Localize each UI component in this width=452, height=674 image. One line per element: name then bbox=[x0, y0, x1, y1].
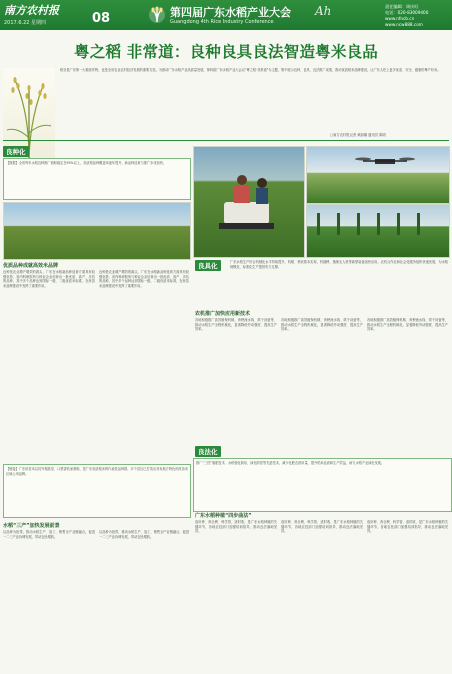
byline: □南方农村报记者 黄丽娜 通讯员 陈明 bbox=[330, 133, 386, 137]
issue-date: 2017.6.22 星期四 bbox=[4, 20, 47, 26]
liangfa-col-2: 选好种、育壮秧、科学管、适时收，是广东水稻种植的关键环节，各地农技部门加强培训指导，推动良法落地见效。 bbox=[281, 520, 363, 534]
divider bbox=[3, 140, 449, 141]
editor-line: 责任编辑：周庆旺 bbox=[385, 4, 419, 9]
liangfa-col-1: 选好种、育壮秧、科学管、适时收，是广东水稻种植的关键环节，各地农技部门加强培训指导，推动良法落地见效。 bbox=[195, 520, 277, 534]
body-column-1: 良种是农业增产增效的源头，广东在水稻新品种选育方面具有较强优势，省内科研院所与种业企业培育出一批优质、高产、多抗的品种，其中多个品种达到国标一级、二级优质米标准，在丝苗米品牌建设中发挥了重要作用。 bbox=[3, 270, 95, 288]
subhead-four-steps: 广东水稻种植“四步曲法” bbox=[195, 513, 252, 519]
rice-field-photo bbox=[306, 146, 450, 204]
body-column-2: 良种是农业增产增效的源头，广东在水稻新品种选育方面具有较强优势，省内科研院所与种业企业培育出一批优质、高产、多抗的品种，其中多个品种达到国标一级、二级优质米标准，在丝苗米品牌建设中发挥了重要作用。 bbox=[99, 270, 189, 288]
section-liangzhong bbox=[3, 146, 189, 658]
conference-subtitle: Guangdong 4th Rice Industry Conference bbox=[170, 19, 274, 25]
tractor-photo bbox=[306, 204, 450, 258]
rice-field-small-photo bbox=[3, 202, 191, 260]
data-box: 【数据】全省每年水稻良种推广面积稳定在95%以上，优质稻品种覆盖率逐年提升，新品种选育与推广步伐加快。 bbox=[3, 158, 191, 200]
subhead-quality-brand: 优质品种成就高效米品牌 bbox=[3, 263, 59, 269]
signature-graphic: Ah bbox=[315, 4, 332, 18]
subhead-three-industries: 水稻“三产”加快发展前景 bbox=[3, 523, 60, 529]
page-number: 08 bbox=[92, 11, 111, 26]
drone-graphic bbox=[307, 147, 449, 203]
page-headline: 粤之稻 非常道：良种良具良法智造粤米良品 bbox=[74, 43, 378, 61]
section-tag-liangzhong: 良种化 bbox=[3, 146, 29, 157]
body-column-3: 以品种为纽带，推动水稻生产、加工、销售全产业链融合，促进一二三产业协调发展，带动农民增收。 bbox=[3, 530, 95, 539]
transplanter-graphic bbox=[194, 147, 304, 257]
liangfa-col-3: 选好种、育壮秧、科学管、适时收，是广东水稻种植的关键环节，各地农技部门加强培训指导，推动良法落地见效。 bbox=[367, 520, 448, 534]
liangju-intro: 广东水稻生产综合机械化水平持续提升，机耕、机收基本实现，机插秧、植保无人机等新型装备加快应用。农机合作社和社会化服务组织快速发展，为水稻规模化、标准化生产提供有力支撑。 bbox=[230, 260, 448, 269]
liangju-col-3: 各地积极推广高效植保机械、育秧流水线、烘干设备等，推动水稻生产全程机械化，显著降低劳动强度、提高生产效率。 bbox=[367, 318, 448, 332]
liangju-col-1: 各地积极推广高效植保机械、育秧流水线、烘干设备等，推动水稻生产全程机械化，显著降低劳动强度、提高生产效率。 bbox=[195, 318, 277, 332]
body-column-4: 以品种为纽带，推动水稻生产、加工、销售全产业链融合，促进一二三产业协调发展，带动农民增收。 bbox=[99, 530, 189, 539]
tree-row-graphic bbox=[307, 205, 449, 257]
liangju-col-2: 各地积极推广高效植保机械、育秧流水线、烘干设备等，推动水稻生产全程机械化，显著降低劳动强度、提高生产效率。 bbox=[281, 318, 363, 332]
conference-title: 第四届广东水稻产业大会 bbox=[170, 6, 291, 19]
liangfa-intro: 推广“三控”施肥技术、水稻强化栽培、绿色防控等先进技术，减少化肥农药用量，提升稻米品质和生产效益，助力水稻产业绿色发展。 bbox=[193, 458, 452, 512]
link-box: 【链接】广东丝苗米以其外观晶莹、口感香软而著称，是广东优质稻米的代表性品种群，多个县区已打造出具有地方特色的丝苗米区域公用品牌。 bbox=[3, 464, 191, 518]
masthead-logo: 南方农村报 bbox=[4, 4, 59, 17]
section-tag-liangju: 良具化 bbox=[195, 260, 221, 271]
rice-transplanter-photo bbox=[193, 146, 305, 258]
web-line: www.nfncb.cn www.ncw888.com bbox=[385, 16, 423, 27]
conference-logo-icon bbox=[148, 5, 166, 25]
subhead-machinery: 农机推广加快应用新技术 bbox=[195, 311, 251, 317]
phone-line: 电话：020-83009400 bbox=[385, 10, 429, 15]
section-tag-liangfa: 良法化 bbox=[195, 446, 221, 457]
contact-info bbox=[385, 4, 449, 28]
lead-paragraph: 稻谷是广东第一大粮食作物，也是全省农业农村经济发展的重要支柱。为推动广东水稻产业高质量发展，第四届广东水稻产业大会以“粤之稻·非常道”为主题，集中展示良种、良具、良法推广成果，推动优质稻米品牌建设，让广东人吃上更多优质、安全、健康的粤产好米。 bbox=[60, 68, 441, 72]
